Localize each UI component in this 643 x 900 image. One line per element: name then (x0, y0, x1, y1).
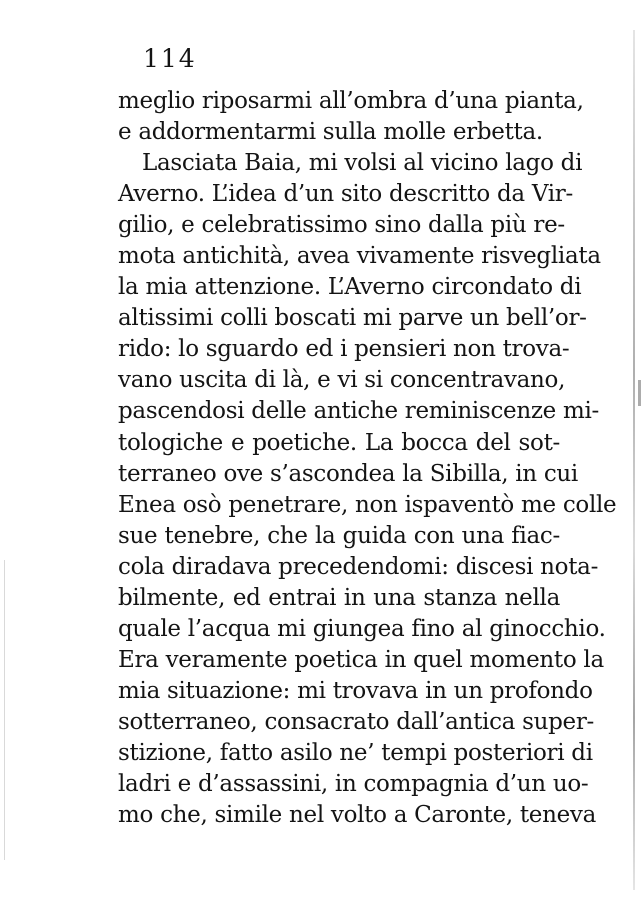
text-line: pascendosi delle antiche reminiscenze mi- (118, 398, 600, 425)
text-line: la mia attenzione. L’Averno circondato di (118, 274, 582, 301)
page-edge-left (4, 560, 5, 860)
text-line: Era veramente poetica in quel momento la (118, 646, 604, 673)
text-line: cola diradava precedendomi: discesi nota- (118, 553, 599, 580)
text-line: mota antichità, avea vivamente risvegliata (118, 243, 601, 270)
text-line: sotterraneo, consacrato dall’antica super- (118, 708, 594, 735)
text-line: vano uscita di là, e vi si concentravano, (118, 367, 566, 394)
text-line: ladri e d’assassini, in compagnia d’un uo- (118, 771, 589, 798)
text-line: quale l’acqua mi giungea fino al ginocchio. (118, 615, 606, 642)
page-number: 114 (143, 44, 197, 73)
text-line: Lasciata Baia, mi volsi al vicino lago di (142, 150, 583, 177)
text-line: sue tenebre, che la guida con una fiac- (118, 522, 560, 549)
page-edge-mark (638, 380, 641, 406)
text-line: terraneo ove s’ascondea la Sibilla, in cui (118, 460, 578, 487)
text-line: Averno. L’idea d’un sito descritto da Vir- (118, 181, 573, 208)
text-line: rido: lo sguardo ed i pensieri non trova- (118, 336, 570, 363)
page-edge-shadow (633, 30, 635, 890)
text-line: mo che, simile nel volto a Caronte, teneva (118, 802, 597, 829)
body-text (118, 86, 617, 831)
text-line: mia situazione: mi trovava in un profondo (118, 677, 593, 704)
text-line: tologiche e poetiche. La bocca del sot- (118, 429, 560, 456)
text-line: e addormentarmi sulla molle erbetta. (118, 119, 543, 146)
text-line: bilmente, ed entrai in una stanza nella (118, 584, 560, 611)
text-line: meglio riposarmi all’ombra d’una pianta, (118, 88, 584, 114)
text-line: altissimi colli boscati mi parve un bell’or- (118, 305, 587, 332)
text-line: gilio, e celebratissimo sino dalla più re- (118, 212, 565, 239)
text-line: Enea osò penetrare, non ispaventò me colle (118, 491, 617, 518)
text-line: stizione, fatto asilo ne’ tempi posteriori di (118, 739, 593, 766)
